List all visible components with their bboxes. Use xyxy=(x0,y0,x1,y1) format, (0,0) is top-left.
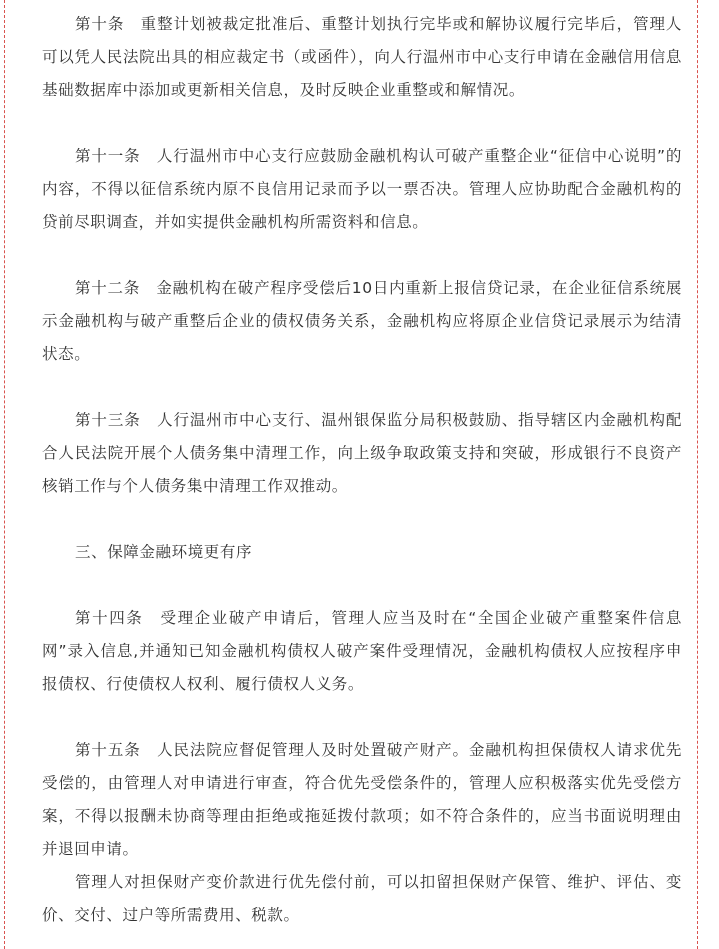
article-15-continuation: 管理人对担保财产变价款进行优先偿付前，可以扣留担保财产保管、维护、评估、变价、交付、过户等所需费用、税款。 xyxy=(42,873,682,924)
right-dashed-border xyxy=(697,0,698,949)
article-13: 第十三条 人行温州市中心支行、温州银保监分局积极鼓励、指导辖区内金融机构配合人民法院开展个人债务集中清理工作，向上级争取政策支持和突破，形成银行不良资产核销工作与个人债务集中清理工作双推动。 xyxy=(42,411,682,495)
left-dashed-border xyxy=(4,0,5,949)
article-12: 第十二条 金融机构在破产程序受偿后10日内重新上报信贷记录，在企业征信系统展示金融机构与破产重整后企业的债权债务关系，金融机构应将原企业信贷记录展示为结清状态。 xyxy=(42,279,682,363)
article-14: 第十四条 受理企业破产申请后，管理人应当及时在“全国企业破产重整案件信息网”录入信息,并通知已知金融机构债权人破产案件受理情况，金融机构债权人应按程序申报债权、行使债权人权利、履行债权人义务。 xyxy=(42,609,682,693)
article-10: 第十条 重整计划被裁定批准后、重整计划执行完毕或和解协议履行完毕后，管理人可以凭人民法院出具的相应裁定书（或函件），向人行温州市中心支行申请在金融信用信息基础数据库中添加或更新相关信息，及时反映企业重整或和解情况。 xyxy=(42,15,682,99)
article-11: 第十一条 人行温州市中心支行应鼓励金融机构认可破产重整企业“征信中心说明”的内容，不得以征信系统内原不良信用记录而予以一票否决。管理人应协助配合金融机构的贷前尽职调查，并如实提供金融机构所需资料和信息。 xyxy=(42,147,682,231)
section-title: 三、保障金融环境更有序 xyxy=(75,543,253,561)
article-body xyxy=(42,8,682,932)
article-15: 第十五条 人民法院应督促管理人及时处置破产财产。金融机构担保债权人请求优先受偿的，由管理人对申请进行审查，符合优先受偿条件的，管理人应积极落实优先受偿方案，不得以报酬未协商等理由拒绝或拖延拨付款项；如不符合条件的，应当书面说明理由并退回申请。 xyxy=(42,741,682,858)
